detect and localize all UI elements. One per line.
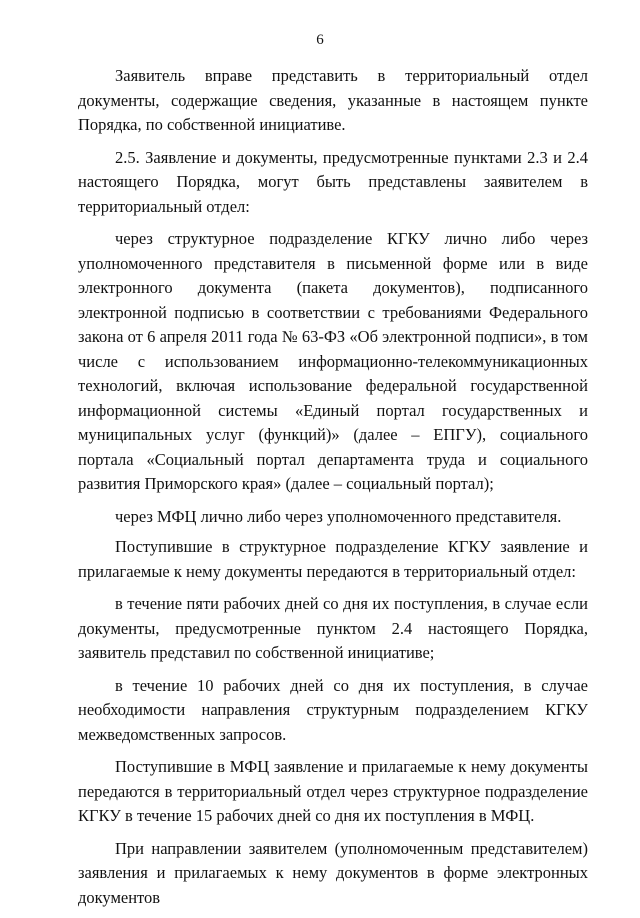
paragraph: через структурное подразделение КГКУ лично либо через уполномоченного представителя в письменной форме или в виде электронного документа (пакета документов), подписанного электронной подписью в соответствии с требованиями Федерального закона от 6 апреля 2011 года № 63-ФЗ «Об электронной подписи», в том числе с использованием информационно-телекоммуникационных технологий, включая использование федеральной государственной информационной системы «Единый портал государственных и муниципальных услуг (функций)» (далее – ЕПГУ), социального портала «Социальный портал департамента труда и социального развития Приморского края» (далее – социальный портал); [78, 229, 588, 493]
document-body [78, 64, 588, 918]
paragraph: Поступившие в МФЦ заявление и прилагаемые к нему документы передаются в территориальный отдел через структурное подразделение КГКУ в течение 15 рабочих дней со дня их поступления в МФЦ. [78, 757, 588, 825]
paragraph: в течение 10 рабочих дней со дня их поступления, в случае необходимости направления структурным подразделением КГКУ межведомственных запросов. [78, 675, 588, 744]
paragraph: через МФЦ лично либо через уполномоченного представителя. [115, 506, 562, 526]
paragraph: Поступившие в структурное подразделение КГКУ заявление и прилагаемые к нему документы передаются в территориальный отдел: [78, 537, 588, 581]
paragraph: При направлении заявителем (уполномоченным представителем) заявления и прилагаемых к нему документов в форме электронных документов [78, 838, 588, 907]
paragraph: 2.5. Заявление и документы, предусмотренные пунктами 2.3 и 2.4 настоящего Порядка, могут быть представлены заявителем в территориальный отдел: [78, 147, 588, 216]
paragraph: Заявитель вправе представить в территориальный отдел документы, содержащие сведения, указанные в настоящем пункте Порядка, по собственной инициативе. [78, 66, 588, 134]
paragraph: в течение пяти рабочих дней со дня их поступления, в случае если документы, предусмотренные пунктом 2.4 настоящего Порядка, заявитель представил по собственной инициативе; [78, 594, 588, 662]
page-number: 6 [316, 32, 324, 48]
